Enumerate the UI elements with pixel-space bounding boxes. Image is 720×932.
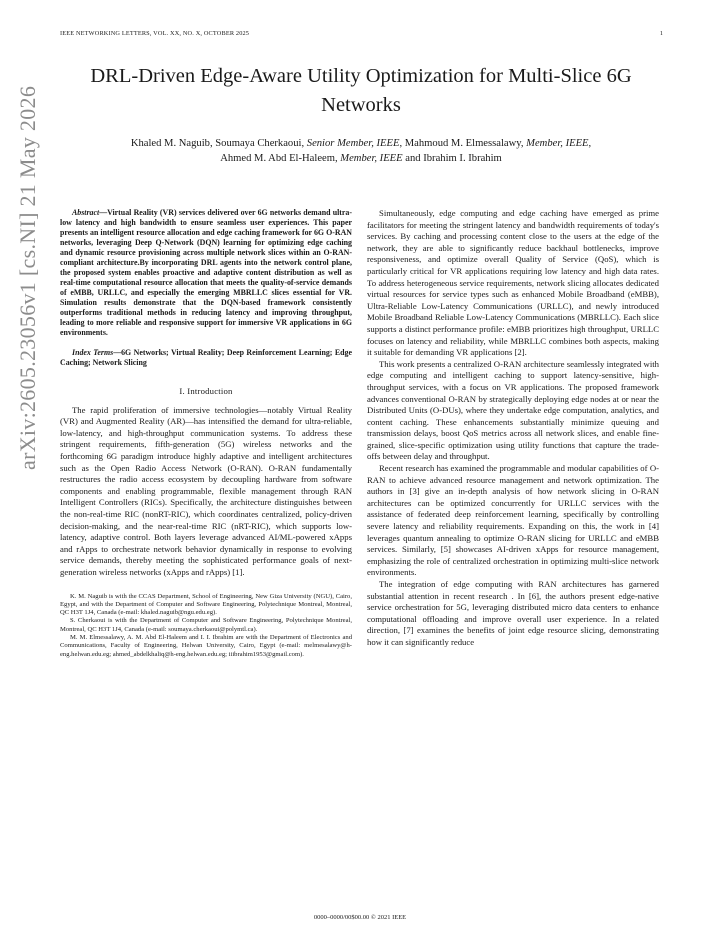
left-column [60,208,352,659]
footnote-1: K. M. Naguib is with the CCAS Department, School of Engineering, New Giza University (NGU), Cairo, Egypt, and with the Department of Computer and Software Engineering, Polytechnique Montreal, Montreal, QC H3T 1J4, Canada (e-mail: khaled.naguib@ngu.edu.eg). [60,592,352,617]
author-role-1: Senior Member, IEEE [306,138,400,149]
index-terms-text: —6G Networks; Virtual Reality; Deep Reinforcement Learning; Edge Caching; Network Slicing [60,348,352,367]
author-group-1: Khaled M. Naguib, Soumaya Cherkaoui, [130,138,307,149]
abstract-text: —Virtual Reality (VR) services delivered over 6G networks demand ultra-low latency and high bandwidth to ensure seamless user experiences. This paper presents an intelligent resource allocation and edge caching framework for 6G O-RAN networks, leveraging Deep Q-Network (DQN) learning for optimizing edge caching and dynamic resource provisioning across multiple network slices within an O-RAN-compliant architecture.By incorporating DRL agents into the network control plane, the proposed system enables proactive and adaptive content distribution as well as real-time computational resource allocation that meets the quality-of-service demands of eMBB, URLLC, and especially the emerging MBRLLC slices essential for VR. Simulation results demonstrate that the DQN-based framework consistently outperforms traditional methods in reducing latency and improving throughput, leading to more reliable and responsive support for immersive VR applications in 6G environments. [60,208,352,337]
abstract [60,208,352,338]
arxiv-stamp: arXiv:2605.23056v1 [cs.NI] 21 May 2026 [15,85,40,470]
running-header: IEEE NETWORKING LETTERS, VOL. XX, NO. X, OCTOBER 2025 [60,30,250,37]
abstract-label: Abstract [72,208,100,217]
author-group-2: , Mahmoud M. Elmessalawy, [399,138,527,149]
intro-paragraph-1: The rapid proliferation of immersive technologies—notably Virtual Reality (VR) and Augmented Reality (AR)—has intensified the demand for ultra-reliable, low-latency, and high-throughput communication systems. To address these stringent requirements, fifth-generation (5G) wireless networks and the forthcoming 6G paradigm introduce highly adaptive and intelligent architectures such as the Open Radio Access Network (O-RAN). O-RAN fundamentally restructures the radio access ecosystem by decoupling hardware from software components and enabling programmable, flexible management through RAN Intelligent Controllers (RICs). Specifically, the architecture distinguishes between the non-real-time RIC (nonRT-RIC), which coordinates centralized, policy-driven decision-making, and the near-real-time RIC (nRT-RIC), which supports low-latency, adaptive control. Both layers leverage advanced AI/ML-powered xApps and rApps to orchestrate network behavior dynamically in response to evolving service demands, thereby meeting the sophisticated performance goals of next-generation wireless networks (xApps and rApps) [1]. [60,404,352,577]
index-terms [60,348,352,368]
author-group-4: and Ibrahim I. Ibrahim [402,153,502,164]
footnote-2: S. Cherkaoui is with the Department of Computer and Software Engineering, Polytechnique Montreal, Montreal, QC H3T 1J4, Canada (e-mail: soumaya.cherkaoui@polymtl.ca). [60,617,352,633]
right-column [367,208,659,649]
paper-title: DRL-Driven Edge-Aware Utility Optimization for Multi-Slice 6G Networks [90,65,632,116]
intro-paragraph-5: The integration of edge computing with RAN architectures has garnered substantial attention in recent research . In [6], the authors present edge-native service orchestration for 5G, leveraging distributed micro data centers to enhance computational offloading and improve overall user experience. In a related direction, [7] examines the benefits of joint edge resource slicing, demonstrating how it can significantly reduce [367,579,659,647]
section-heading-introduction: I. Introduction [179,386,233,396]
index-terms-label: Index Terms [72,348,114,357]
author-list [60,136,662,166]
intro-paragraph-4: Recent research has examined the programmable and modular capabilities of O-RAN to achieve advanced resource management and network optimization. The authors in [3] give an in-depth analysis of how network slicing in O-RAN architectures can be optimized concurrently for URLLC services with the assistance of federated deep reinforcement learning, specifically by controlling severe latency and reliability requirements. Expanding on this, the work in [4] leverages quantum annealing to optimize O-RAN slicing for URLLC and eMBB services. Similarly, [5] showcases AI-driven xApps for resource management, emphasizing the role of centralized orchestration in optimizing multi-slice network environments. [367,463,659,578]
author-group-3: Ahmed M. Abd El-Haleem, [220,153,341,164]
author-role-3: Member, IEEE [340,153,403,164]
page-number: 1 [659,30,663,37]
intro-paragraph-3: This work presents a centralized O-RAN architecture seamlessly integrated with edge computing and intelligent caching to support latency-sensitive, high-throughput services, with a focus on VR applications. The proposed framework advances conventional O-RAN by strategically deploying edge nodes at or near the Distributed Units (O-DUs), where they undertake edge computation, analytics, and content caching. These enhancements substantially minimize queuing and transmission delays, boost QoS metrics across all network slices, and enable fine-grained, slice-specific optimization using utility functions that capture the trade-offs between delay and throughput. [367,358,659,462]
copyright-line: 0000–0000/00$00.00 © 2021 IEEE [313,914,407,921]
footnote-3: M. M. Elmessalawy, A. M. Abd El-Haleem and I. I. Ibrahim are with the Department of Electronics and Communications, Faculty of Engineering, Helwan University, Cairo, Egypt (e-mail: melmesalawy@h-eng.helwan.edu.eg; ahmed_abdelkhaliq@h-eng.helwan.edu.eg; iiibrahim1953@gmail.com). [60,633,352,658]
author-role-2: Member, IEEE, [526,138,592,149]
intro-paragraph-2: Simultaneously, edge computing and edge caching have emerged as prime facilitators for meeting the stringent latency and bandwidth requirements of today's services. By caching and processing content close to the users at the edge of the network, they are able to significantly reduce backhaul bottlenecks, improve responsiveness, and optimize overall Quality of Service (QoS), which is particularly critical for VR applications requiring low latency and high data rates. To address heterogeneous service requirements, network slicing allocates dedicated virtual resources for service types such as enhanced Mobile Broadband (eMBB), Ultra-Reliable Low-Latency Communications (URLLC), and newly introduced Mobile Broadband Reliable Low-Latency Communications (MBRLLC). Each slice supports a distinct performance profile: eMBB prioritizes high throughput, URLLC focuses on latency and reliability, while MBRLLC combines both aspects, making it suitable for demanding VR applications [2]. [367,208,659,358]
